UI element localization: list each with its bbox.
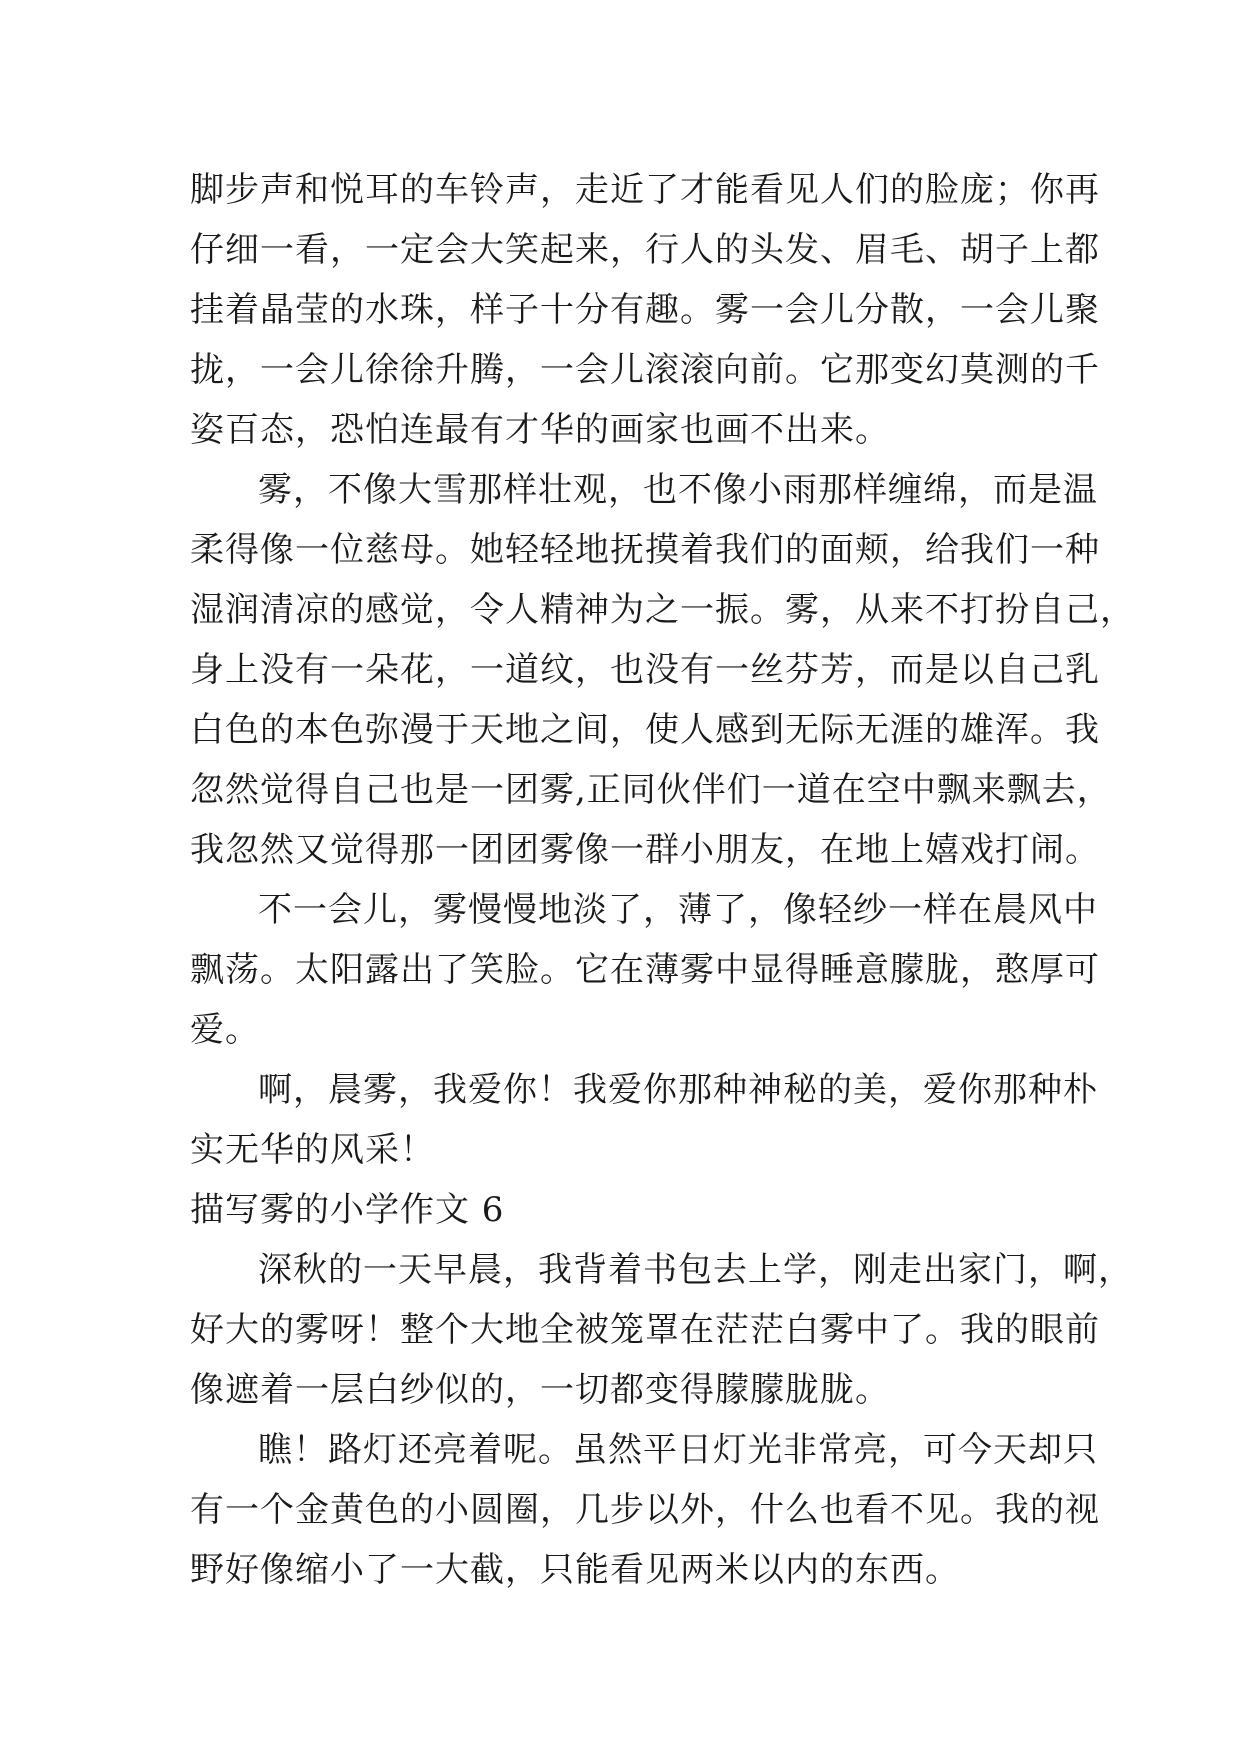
text-line: 野好像缩小了一大截，只能看见两米以内的东西。 [190,1550,960,1590]
text-line: 啊，晨雾，我爱你！我爱你那种神秘的美，爱你那种朴 [258,1070,1098,1110]
text-line: 像遮着一层白纱似的，一切都变得朦朦胧胧。 [190,1370,890,1410]
essay-text [190,160,1135,1600]
text-line: 白色的本色弥漫于天地之间，使人感到无际无涯的雄浑。我 [190,710,1100,750]
text-line: 湿润清凉的感觉，令人精神为之一振。雾，从来不打扮自己， [190,590,1135,630]
text-line: 有一个金黄色的小圆圈，几步以外，什么也看不见。我的视 [190,1490,1100,1530]
text-line: 挂着晶莹的水珠，样子十分有趣。雾一会儿分散，一会儿聚 [190,290,1100,330]
text-line: 雾，不像大雪那样壮观，也不像小雨那样缠绵，而是温 [258,470,1098,510]
text-line: 忽然觉得自己也是一团雾,正同伙伴们一道在空中飘来飘去， [190,770,1112,810]
text-line: 不一会儿，雾慢慢地淡了，薄了，像轻纱一样在晨风中 [258,890,1098,930]
text-line: 仔细一看，一定会大笑起来，行人的头发、眉毛、胡子上都 [190,230,1100,270]
text-line: 拢，一会儿徐徐升腾，一会儿滚滚向前。它那变幻莫测的千 [190,350,1100,390]
text-line: 我忽然又觉得那一团团雾像一群小朋友，在地上嬉戏打闹。 [190,830,1100,870]
text-line: 爱。 [190,1010,260,1050]
text-line: 深秋的一天早晨，我背着书包去上学，刚走出家门，啊， [258,1250,1133,1290]
text-line: 姿百态，恐怕连最有才华的画家也画不出来。 [190,410,890,450]
text-line: 瞧！路灯还亮着呢。虽然平日灯光非常亮，可今天却只 [258,1430,1098,1470]
text-line: 身上没有一朵花，一道纹，也没有一丝芬芳，而是以自己乳 [190,650,1100,690]
text-line: 飘荡。太阳露出了笑脸。它在薄雾中显得睡意朦胧，憨厚可 [190,950,1100,990]
text-line: 描写雾的小学作文 6 [190,1190,505,1230]
text-line: 柔得像一位慈母。她轻轻地抚摸着我们的面颊，给我们一种 [190,530,1100,570]
text-line: 好大的雾呀！整个大地全被笼罩在茫茫白雾中了。我的眼前 [190,1310,1100,1350]
text-line: 脚步声和悦耳的车铃声，走近了才能看见人们的脸庞；你再 [190,170,1100,210]
text-line: 实无华的风采！ [190,1130,435,1170]
